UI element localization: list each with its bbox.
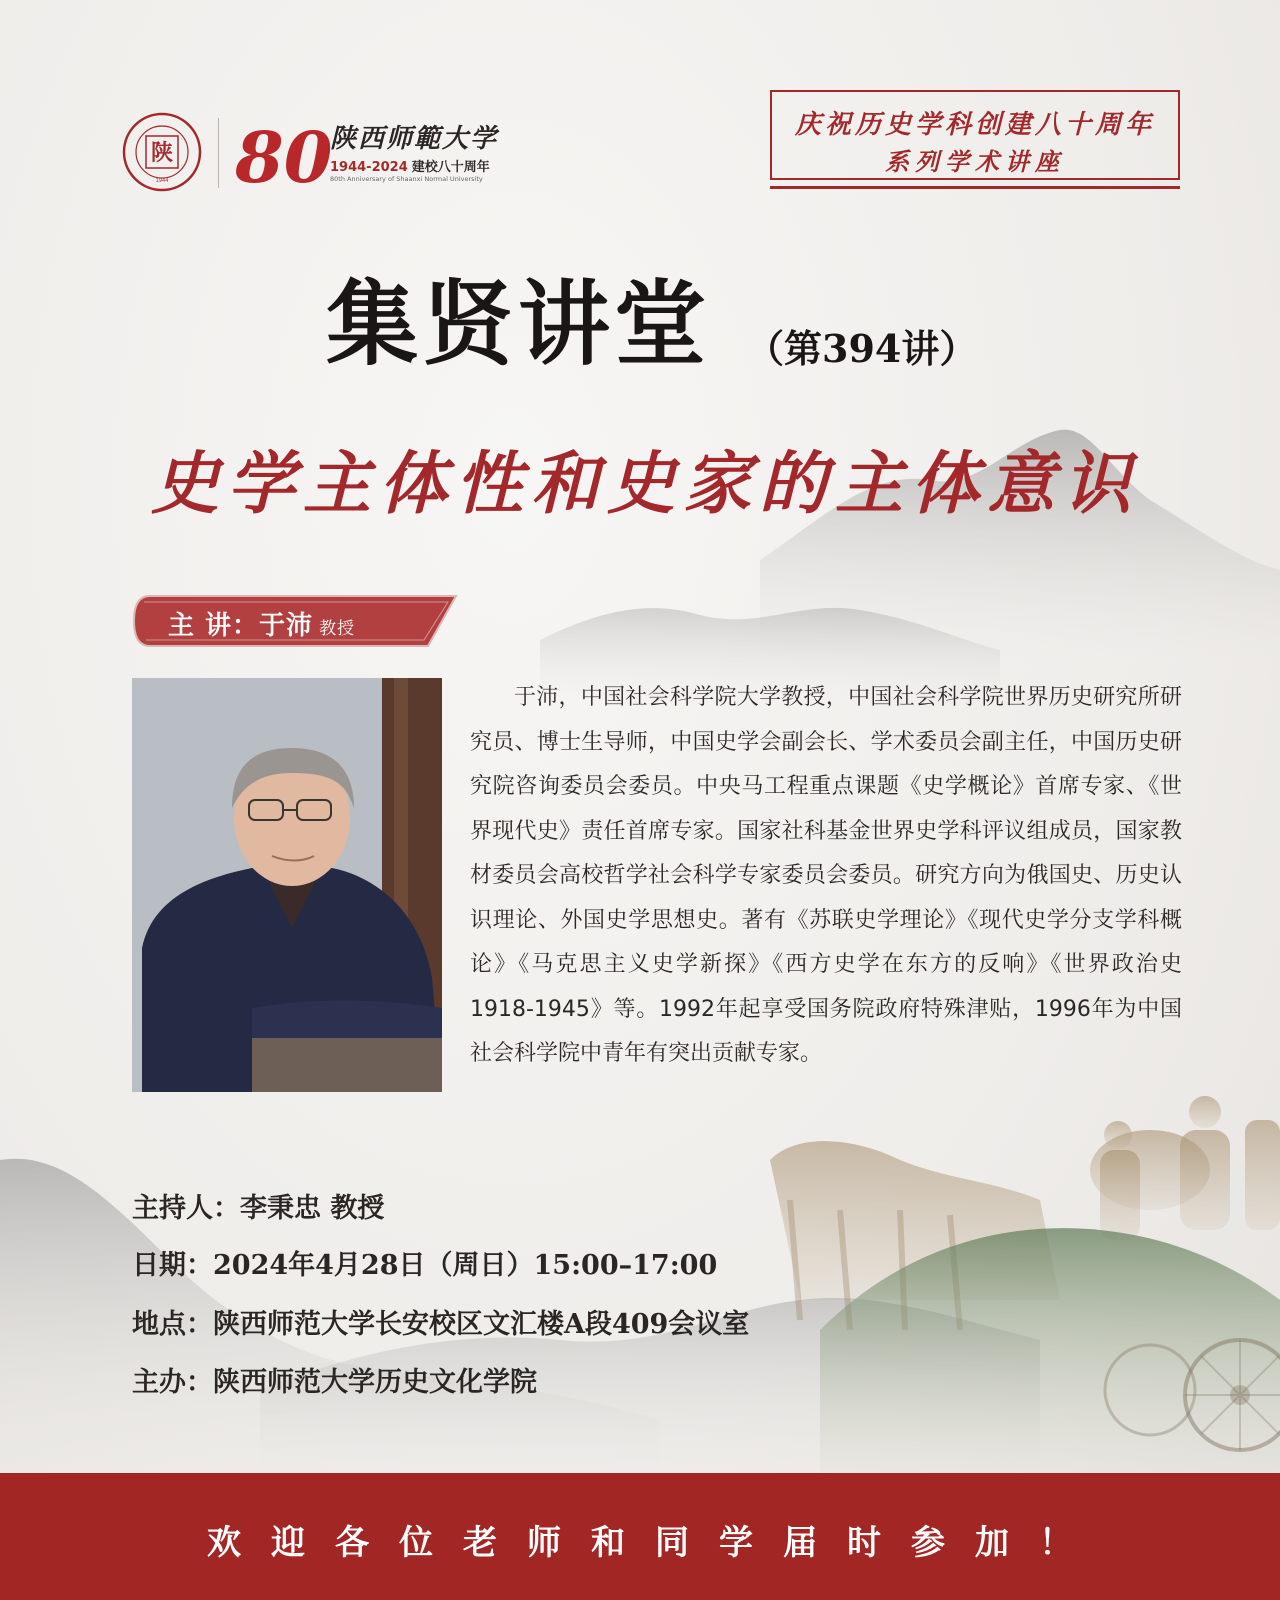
anniversary-years-range: 1944-2024: [330, 160, 408, 175]
seal-year: 1944: [155, 178, 169, 184]
anniversary-years: [330, 156, 490, 175]
anniversary-years-cn: 建校八十周年: [411, 160, 490, 175]
speaker-title: 教授: [319, 619, 356, 639]
series-box: [770, 90, 1180, 180]
speaker-biography: 于沛，中国社会科学院大学教授，中国社会科学院世界历史研究所研究员、博士生导师，中国史学会副会长、学术委员会副主任，中国历史研究院咨询委员会委员。中央马工程重点课题《史学概论》首席专家、《世界现代史》责任首席专家。国家社科基金世界史学科评议组成员，国家教材委员会高校哲学社会科学专家委员会委员。研究方向为俄国史、历史认识理论、外国史学思想史。著有《苏联史学理论》《现代史学分支学科概论》《马克思主义史学新探》《西方史学在东方的反响》《世界政治史1918-1945》等。1992年起享受国务院政府特殊津贴，1996年为中国社会科学院中青年有突出贡献专家。: [470, 685, 1182, 1066]
seal-char: 陕: [150, 140, 174, 166]
speaker-label: 主 讲：于沛: [168, 611, 314, 641]
date-info: 日期：2024年4月28日（周日）15:00–17:00: [132, 1250, 718, 1281]
logo-divider: [218, 118, 219, 188]
series-box-underline: [770, 186, 1180, 189]
lecture-topic: 史学主体性和史家的主体意识: [150, 444, 1139, 524]
organizer-info: 主办：陕西师范大学历史文化学院: [132, 1367, 537, 1398]
host-info: 主持人：李秉忠 教授: [132, 1193, 385, 1224]
lecture-series-title: 集贤讲堂: [326, 270, 711, 378]
series-title-line2: 系列学术讲座: [885, 147, 1065, 176]
speaker-photo: [132, 678, 442, 1092]
series-title-line1: 庆祝历史学科创建八十周年: [794, 110, 1155, 140]
anniv-mark-text: 80: [235, 116, 333, 199]
university-name: 陕西师範大学: [330, 124, 499, 154]
footer-banner: [0, 1473, 1280, 1600]
anniversary-english: 80th Anniversary of Shaanxi Normal University: [330, 175, 483, 183]
anniversary-80-logo-icon: [233, 108, 333, 199]
university-seal-icon: [122, 112, 202, 192]
welcome-message: 欢迎各位老师和同学届时参加！: [207, 1523, 1103, 1563]
speaker-name: [168, 605, 355, 642]
lecture-number: （第394讲）: [746, 326, 978, 371]
venue-info: 地点：陕西师范大学长安校区文汇楼A段409会议室: [132, 1309, 750, 1340]
